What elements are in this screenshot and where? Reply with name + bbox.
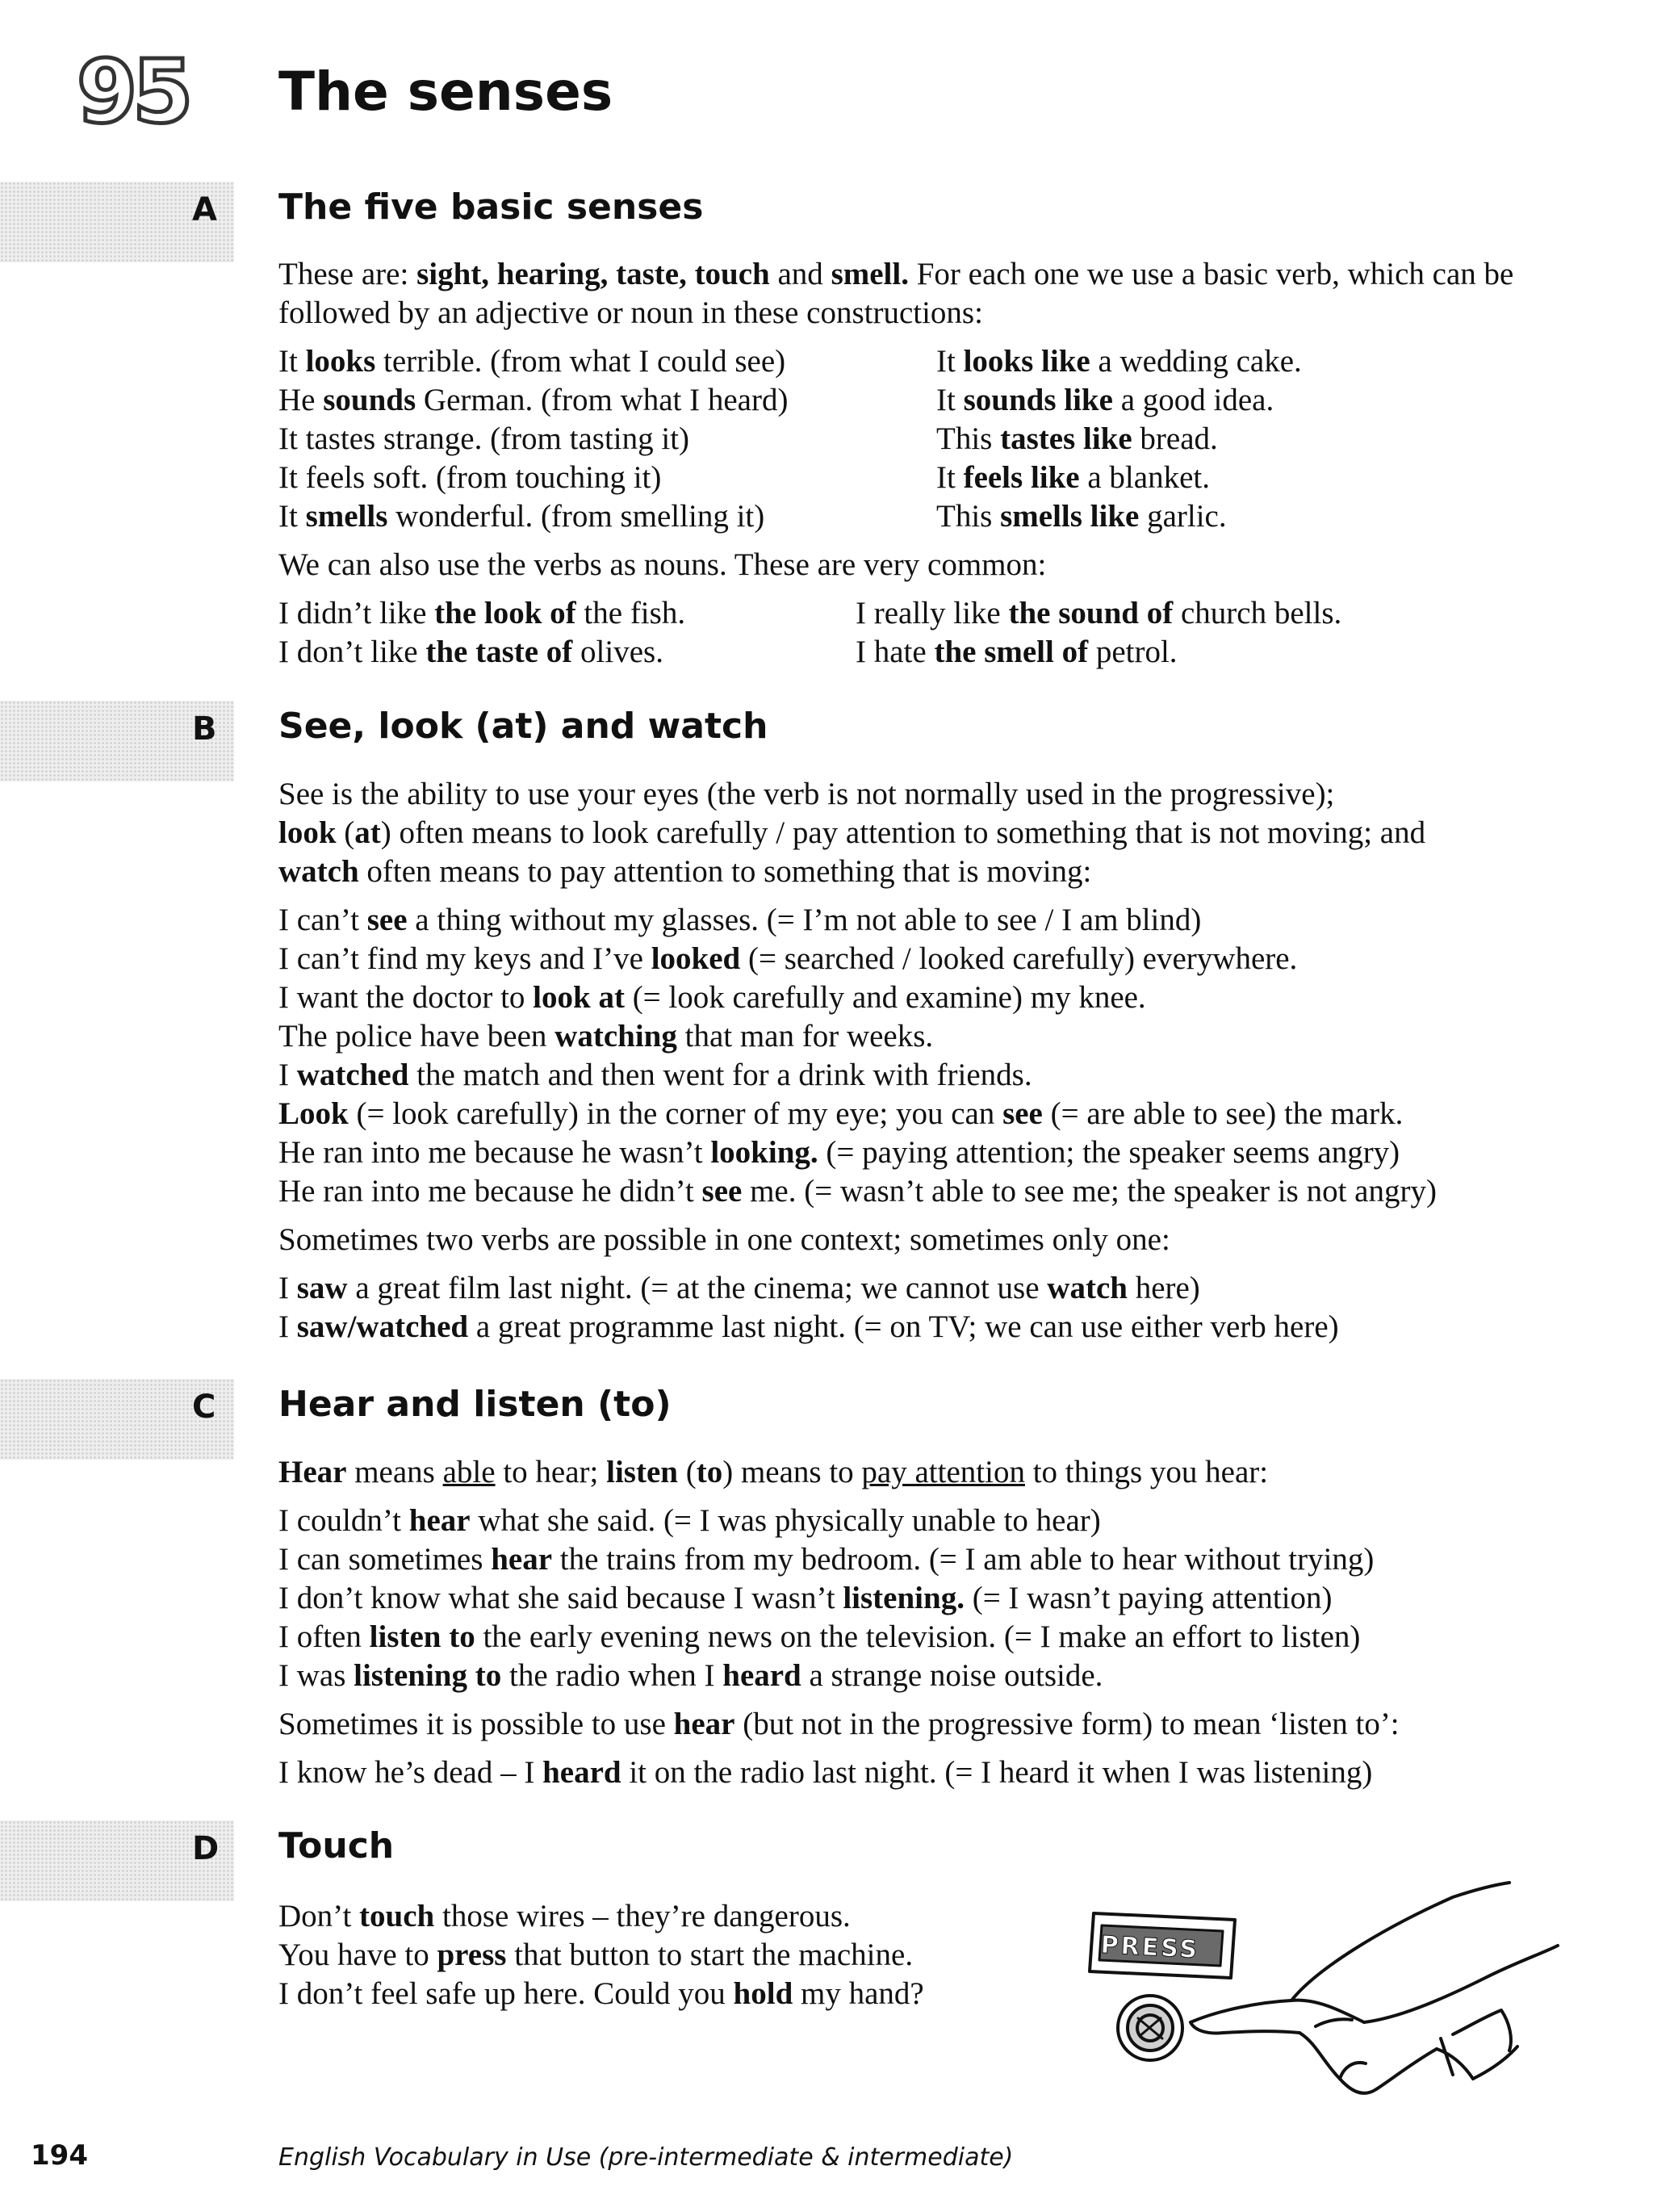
text-line: He ran into me because he didn’t see me. (= wasn’t able to see me; the speaker is not angry) [278,1174,1437,1209]
text-line: I don’t like the taste of olives. [278,635,663,669]
text-line: I watched the match and then went for a drink with friends. [278,1058,1032,1092]
text-line: I saw a great film last night. (= at the cinema; we cannot use watch here) [278,1271,1200,1305]
section-heading: Touch [278,1825,395,1866]
unit-number: 95 [77,42,189,143]
section-heading: The five basic senses [278,186,704,228]
bold-keyword: hear [673,1707,735,1741]
bold-keyword: looks [305,344,376,379]
section-c-intro: Hear means able to hear; listen (to) means to pay attention to things you hear: [278,1455,1269,1489]
text-line: It sounds like a good idea. [936,383,1274,417]
bold-keyword: saw [296,1271,348,1305]
bold-keyword: Hear [278,1455,347,1489]
bold-keyword: Look [278,1096,349,1131]
book-title: English Vocabulary in Use (pre-intermediate & intermediate) [278,2143,1014,2172]
bold-keyword: to [696,1455,723,1489]
bold-keyword: the taste of [425,635,573,669]
section-b-note: Sometimes two verbs are possible in one context; sometimes only one: [278,1222,1170,1257]
text-line: You have to press that button to start the machine. [278,1938,914,1972]
text-line: I didn’t like the look of the fish. [278,596,686,631]
nouns-intro: We can also use the verbs as nouns. These are very common: [278,547,1047,582]
text-line: I don’t know what she said because I wasn’t listening. (= I wasn’t paying attention) [278,1581,1333,1615]
section-b-examples [278,901,1602,1211]
text-line: I can sometimes hear the trains from my bedroom. (= I am able to hear without trying) [278,1542,1375,1577]
senses-noun-table [278,594,1602,672]
bold-keyword: heard [722,1658,801,1693]
section-c-examples [278,1502,1602,1695]
bold-keyword: hear [408,1503,471,1538]
section-letter: C [192,1389,216,1426]
section-letter: A [192,191,217,228]
bold-keyword: look at [533,980,625,1015]
bold-keyword: see [1002,1096,1043,1131]
text-line: I couldn’t hear what she said. (= I was physically unable to hear) [278,1503,1101,1538]
section-c-examples-2 [278,1753,1602,1792]
text-line: Don’t touch those wires – they’re dangerous. [278,1899,851,1933]
bold-keyword: smell. [831,257,909,291]
text-line: look (at) often means to look carefully / pay attention to something that is not moving; and [278,815,1426,850]
text-line: I often listen to the early evening news on the television. (= I make an effort to listen) [278,1619,1361,1654]
bold-keyword: press [437,1938,507,1972]
verb-like-column [936,342,1497,536]
underlined-phrase: able [442,1455,496,1489]
bold-keyword: the look of [434,596,576,631]
underlined-phrase: pay attention [861,1455,1025,1489]
text-line: Look (= look carefully) in the corner of my eye; you can see (= are able to see) the mark. [278,1096,1404,1131]
text-line: This smells like garlic. [936,499,1227,534]
press-label: PRESS [1099,1930,1200,1965]
section-c-body [278,1453,1602,1792]
bold-keyword: sounds like [963,383,1113,417]
text-line: He sounds German. (from what I heard) [278,383,789,417]
senses-verb-table [278,342,1602,536]
bold-keyword: watch [278,854,359,889]
text-line: It looks like a wedding cake. [936,344,1302,379]
noun-left-column [278,594,856,672]
bold-keyword: watch [1047,1271,1128,1305]
section-d-examples [278,1897,1053,2013]
section-a-intro: These are: sight, hearing, taste, touch and smell. For each one we use a basic verb, which can be followed by an adjective or noun in these constructions: [278,257,1514,330]
bold-keyword: touch [359,1899,435,1933]
bold-keyword: listen to [369,1619,475,1654]
bold-keyword: hold [733,1976,793,2011]
bold-keyword: sounds [323,383,416,417]
section-heading: See, look (at) and watch [278,706,768,747]
bold-keyword: hear [491,1542,552,1577]
bold-keyword: feels like [963,460,1080,495]
bold-keyword: the smell of [934,635,1089,669]
bold-keyword: see [701,1174,743,1209]
bold-keyword: tastes like [1000,421,1132,456]
bold-keyword: smells like [1000,499,1140,534]
bold-keyword: listening to [354,1658,502,1693]
page-title: The senses [278,61,613,123]
bold-keyword: look [278,815,337,850]
section-heading: Hear and listen (to) [278,1384,672,1425]
bold-keyword: at [354,815,381,850]
hand-pressing-button-illustration [1073,1881,1566,2107]
bold-keyword: watching [554,1019,677,1054]
text-line: I saw/watched a great programme last night. (= on TV; we can use either verb here) [278,1309,1339,1344]
verb-adjective-column [278,342,936,536]
bold-keyword: sight, hearing, taste, touch [416,257,770,291]
text-line: It feels soft. (from touching it) [278,460,662,495]
page-number: 194 [31,2139,88,2172]
text-line: I can’t find my keys and I’ve looked (= searched / looked carefully) everywhere. [278,941,1298,976]
text-line: It smells wonderful. (from smelling it) [278,499,765,534]
text-line: I want the doctor to look at (= look carefully and examine) my knee. [278,980,1146,1015]
text-line: It looks terrible. (from what I could see) [278,344,786,379]
text-line: watch often means to pay attention to something that is moving: [278,854,1092,889]
section-b-intro [278,775,1602,891]
bold-keyword: looked [651,941,741,976]
section-b-examples-2 [278,1269,1602,1347]
bold-keyword: looks like [963,344,1090,379]
section-letter: D [192,1830,220,1867]
bold-keyword: heard [542,1755,621,1790]
text-line: The police have been watching that man for weeks. [278,1019,934,1054]
bold-keyword: see [366,903,408,937]
text-line: He ran into me because he wasn’t looking. (= paying attention; the speaker seems angry) [278,1135,1400,1170]
section-letter: B [192,710,217,748]
text-line: It tastes strange. (from tasting it) [278,421,690,456]
noun-right-column [856,594,1582,672]
bold-keyword: watched [296,1058,409,1092]
text-line: I really like the sound of church bells. [856,596,1342,631]
section-c-note: Sometimes it is possible to use hear (but not in the progressive form) to mean ‘listen to’: [278,1707,1400,1741]
section-d-body [278,1897,1053,2013]
bold-keyword: saw/watched [296,1309,469,1344]
bold-keyword: smells [305,499,388,534]
bold-keyword: listen [606,1455,678,1489]
text-line: It feels like a blanket. [936,460,1210,495]
text-line: I know he’s dead – I heard it on the radio last night. (= I heard it when I was listening) [278,1755,1373,1790]
text-line: I don’t feel safe up here. Could you hold my hand? [278,1976,924,2011]
text-line: See is the ability to use your eyes (the verb is not normally used in the progressive); [278,777,1335,811]
text-line: I was listening to the radio when I heard a strange noise outside. [278,1658,1103,1693]
text-line: I can’t see a thing without my glasses. (= I’m not able to see / I am blind) [278,903,1202,937]
text-line: This tastes like bread. [936,421,1218,456]
bold-keyword: looking. [710,1135,818,1170]
bold-keyword: the sound of [1008,596,1174,631]
section-a-body [278,255,1602,672]
section-b-body [278,775,1602,1347]
bold-keyword: listening. [843,1581,965,1615]
text-line: I hate the smell of petrol. [856,635,1178,669]
